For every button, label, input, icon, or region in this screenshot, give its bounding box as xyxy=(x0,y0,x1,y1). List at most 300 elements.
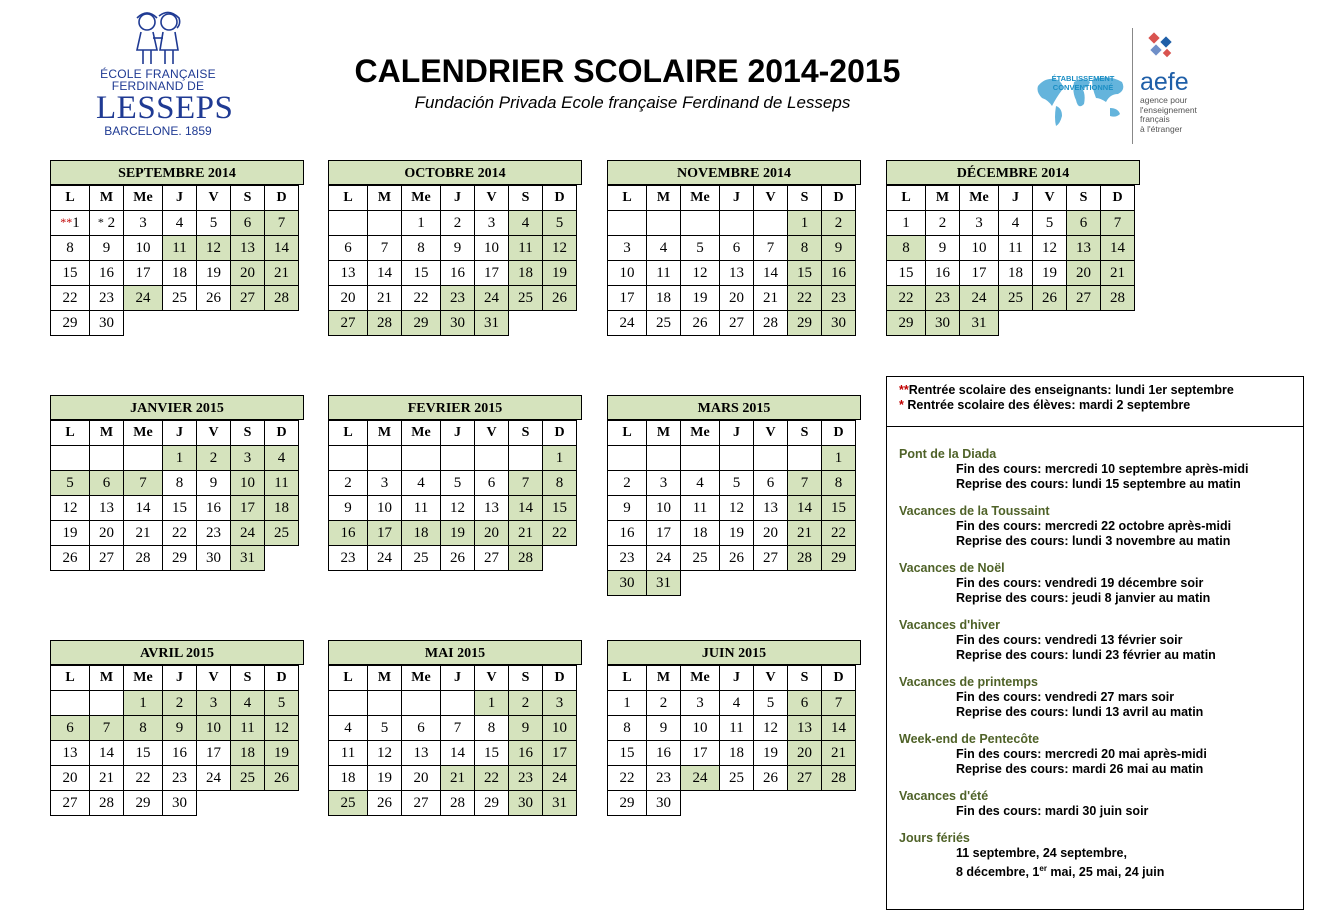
day-cell xyxy=(788,471,822,496)
day-number: 6 xyxy=(800,694,809,711)
day-number: 6 xyxy=(66,719,74,736)
logo-line-4: BARCELONE. 1859 xyxy=(104,124,212,138)
day-cell xyxy=(681,691,720,716)
weekday-header: M xyxy=(647,666,681,691)
day-number: 21 xyxy=(377,289,392,306)
empty-cell xyxy=(720,791,754,816)
day-cell xyxy=(720,546,754,571)
legend-section-line: Fin des cours: mardi 30 juin soir xyxy=(956,804,1149,818)
day-cell xyxy=(1101,261,1135,286)
day-cell xyxy=(329,741,368,766)
day-cell xyxy=(543,766,577,791)
month-title: OCTOBRE 2014 xyxy=(328,160,582,185)
weekday-header: J xyxy=(999,186,1033,211)
day-cell xyxy=(163,236,197,261)
empty-cell xyxy=(1033,311,1067,336)
day-number: 15 xyxy=(898,264,914,281)
day-cell xyxy=(231,741,265,766)
page-subtitle: Fundación Privada Ecole française Ferdinand de Lesseps xyxy=(414,93,851,112)
weekday-header: J xyxy=(163,186,197,211)
day-number: 15 xyxy=(62,264,78,281)
day-cell xyxy=(90,741,124,766)
day-cell xyxy=(475,691,509,716)
empty-cell xyxy=(509,446,543,471)
day-number: 9 xyxy=(938,239,947,256)
legend-section xyxy=(899,504,1303,549)
day-cell xyxy=(475,471,509,496)
legend-section-title: Week-end de Pentecôte xyxy=(899,732,1040,746)
day-cell xyxy=(509,546,543,571)
empty-cell xyxy=(509,311,543,336)
empty-cell xyxy=(543,311,577,336)
day-number: 2 xyxy=(659,694,668,711)
weekday-header: V xyxy=(754,186,788,211)
legend-feries xyxy=(899,831,1303,880)
day-cell xyxy=(231,286,265,311)
empty-cell xyxy=(754,211,788,236)
day-cell xyxy=(608,261,647,286)
day-number: 11 xyxy=(240,719,255,736)
day-number: 27 xyxy=(484,549,499,566)
legend-students: Rentrée scolaire des élèves: mardi 2 septembre xyxy=(907,398,1191,412)
day-cell xyxy=(265,286,299,311)
day-cell xyxy=(926,236,960,261)
day-number: 14 xyxy=(518,499,533,516)
day-cell xyxy=(197,236,231,261)
weekday-header: L xyxy=(608,186,647,211)
aefe-tag-line-1: agence pour xyxy=(1140,95,1188,105)
day-cell xyxy=(90,261,124,286)
day-number: 5 xyxy=(453,474,462,491)
day-number: 16 xyxy=(450,264,465,281)
day-cell xyxy=(647,571,681,596)
logo-line-2: FERDINAND DE xyxy=(111,79,205,93)
day-number: 1 xyxy=(72,214,80,231)
day-cell xyxy=(822,716,856,741)
day-number: 19 xyxy=(206,264,221,281)
day-cell xyxy=(51,471,90,496)
day-cell xyxy=(231,766,265,791)
day-number: 21 xyxy=(450,769,465,786)
weekday-header: Me xyxy=(124,666,163,691)
day-cell xyxy=(475,311,509,336)
aefe-tag-line-2: l'enseignement xyxy=(1140,104,1197,115)
day-cell xyxy=(509,286,543,311)
day-cell xyxy=(441,311,475,336)
day-cell xyxy=(509,471,543,496)
day-cell xyxy=(1101,286,1135,311)
day-number: 5 xyxy=(766,694,775,711)
day-cell xyxy=(402,521,441,546)
day-number: 4 xyxy=(175,214,184,231)
month-title: MAI 2015 xyxy=(328,640,582,665)
month-table xyxy=(607,420,856,596)
day-number: 25 xyxy=(340,794,356,811)
weekday-header: V xyxy=(754,421,788,446)
weekday-header: Me xyxy=(681,186,720,211)
day-cell xyxy=(402,741,441,766)
day-cell xyxy=(788,546,822,571)
day-number: 18 xyxy=(1008,264,1023,281)
day-cell xyxy=(51,211,90,236)
day-number: 30 xyxy=(935,314,950,331)
day-cell xyxy=(647,471,681,496)
day-number: 15 xyxy=(619,744,635,761)
day-number: 3 xyxy=(487,214,496,231)
day-cell xyxy=(329,236,368,261)
day-number: 21 xyxy=(831,744,846,761)
day-cell xyxy=(265,521,299,546)
day-number: 25 xyxy=(240,769,255,786)
day-number: 20 xyxy=(484,524,499,541)
weekday-header: V xyxy=(1033,186,1067,211)
weekday-header: Me xyxy=(681,421,720,446)
day-cell xyxy=(441,496,475,521)
weekday-header: M xyxy=(90,186,124,211)
day-number: 18 xyxy=(413,524,429,541)
day-number: 23 xyxy=(99,289,114,306)
day-cell xyxy=(475,791,509,816)
legend-section xyxy=(899,789,1303,819)
legend-section-title: Vacances de la Toussaint xyxy=(899,504,1050,518)
day-number: 10 xyxy=(552,719,567,736)
empty-cell xyxy=(788,446,822,471)
month-title: SEPTEMBRE 2014 xyxy=(50,160,304,185)
weekday-header: Me xyxy=(124,421,163,446)
weekday-header: J xyxy=(163,666,197,691)
day-cell xyxy=(788,741,822,766)
legend-section-title: Vacances de Noël xyxy=(899,561,1005,575)
day-cell xyxy=(163,261,197,286)
day-cell xyxy=(368,311,402,336)
day-number: 21 xyxy=(518,524,533,541)
day-number: 23 xyxy=(206,524,221,541)
day-number: 30 xyxy=(99,314,114,331)
day-cell xyxy=(90,236,124,261)
day-cell xyxy=(754,521,788,546)
empty-cell xyxy=(1101,311,1135,336)
day-number: 14 xyxy=(1110,239,1125,256)
day-cell xyxy=(822,261,856,286)
day-number: 22 xyxy=(135,769,151,786)
day-cell xyxy=(754,546,788,571)
day-number: 18 xyxy=(692,524,708,541)
day-number: 31 xyxy=(971,314,987,331)
day-cell xyxy=(822,446,856,471)
day-cell xyxy=(329,546,368,571)
weekday-header: S xyxy=(231,421,265,446)
day-number: 22 xyxy=(62,289,78,306)
day-number: 24 xyxy=(971,289,987,306)
day-number: 8 xyxy=(487,719,496,736)
empty-cell xyxy=(754,791,788,816)
day-number: 17 xyxy=(135,264,151,281)
empty-cell xyxy=(754,446,788,471)
day-cell xyxy=(231,261,265,286)
day-cell xyxy=(265,766,299,791)
day-cell xyxy=(51,521,90,546)
day-number: 14 xyxy=(797,499,812,516)
weekday-header: L xyxy=(329,186,368,211)
day-cell xyxy=(647,286,681,311)
day-cell xyxy=(926,311,960,336)
legend-section xyxy=(899,618,1303,663)
day-number: 6 xyxy=(417,719,425,736)
day-cell xyxy=(681,496,720,521)
weekday-header: V xyxy=(475,666,509,691)
weekday-header: Me xyxy=(124,186,163,211)
day-number: 16 xyxy=(935,264,950,281)
day-cell xyxy=(720,236,754,261)
day-number: 2 xyxy=(521,694,530,711)
weekday-header: V xyxy=(754,666,788,691)
day-cell xyxy=(509,766,543,791)
weekday-header: D xyxy=(265,666,299,691)
day-cell xyxy=(329,286,368,311)
day-number: 19 xyxy=(692,289,708,306)
day-cell xyxy=(754,236,788,261)
day-cell xyxy=(368,286,402,311)
day-cell xyxy=(231,546,265,571)
day-cell xyxy=(1033,286,1067,311)
day-number: 21 xyxy=(274,264,289,281)
day-cell xyxy=(197,691,231,716)
day-cell xyxy=(960,236,999,261)
day-number: 23 xyxy=(340,549,356,566)
day-number: 30 xyxy=(206,549,221,566)
day-number: 3 xyxy=(555,694,564,711)
day-cell xyxy=(197,496,231,521)
day-number: 4 xyxy=(344,719,352,736)
day-number: 29 xyxy=(62,314,78,331)
day-cell xyxy=(265,261,299,286)
day-number: 10 xyxy=(971,239,987,256)
empty-cell xyxy=(329,691,368,716)
weekday-header: M xyxy=(368,186,402,211)
day-number: 17 xyxy=(377,524,392,541)
day-cell xyxy=(720,716,754,741)
month-calendar xyxy=(328,160,582,336)
day-cell xyxy=(754,716,788,741)
day-number: 5 xyxy=(277,694,286,711)
day-number: 1 xyxy=(139,694,147,711)
aefe-tagline xyxy=(1140,96,1220,134)
day-number: 19 xyxy=(450,524,465,541)
day-cell xyxy=(647,236,681,261)
day-cell xyxy=(887,211,926,236)
day-cell xyxy=(822,236,856,261)
empty-cell xyxy=(788,791,822,816)
empty-cell xyxy=(822,791,856,816)
day-cell xyxy=(543,261,577,286)
double-asterisk-icon: ** xyxy=(899,383,909,397)
day-number: 17 xyxy=(656,524,671,541)
day-cell xyxy=(720,261,754,286)
day-cell xyxy=(1033,211,1067,236)
day-number: 5 xyxy=(732,474,741,491)
day-cell xyxy=(402,311,441,336)
day-number: 14 xyxy=(450,744,465,761)
day-cell xyxy=(754,471,788,496)
month-title: JUIN 2015 xyxy=(607,640,861,665)
weekday-header: L xyxy=(51,186,90,211)
weekday-header: J xyxy=(441,186,475,211)
day-cell xyxy=(329,261,368,286)
day-number: 12 xyxy=(206,239,221,256)
legend-section-line: Reprise des cours: mardi 26 mai au matin xyxy=(956,762,1204,776)
day-number: 11 xyxy=(1008,239,1023,256)
day-number: 3 xyxy=(243,449,252,466)
day-cell xyxy=(441,716,475,741)
empty-cell xyxy=(681,446,720,471)
legend-teachers-line xyxy=(899,383,1303,398)
day-number: 17 xyxy=(206,744,221,761)
day-cell xyxy=(90,716,124,741)
day-cell xyxy=(402,261,441,286)
day-cell xyxy=(754,741,788,766)
day-number: 21 xyxy=(763,289,778,306)
empty-cell xyxy=(124,446,163,471)
weekday-header: M xyxy=(368,421,402,446)
legend-section xyxy=(899,732,1303,777)
day-cell xyxy=(681,236,720,261)
day-cell xyxy=(509,261,543,286)
empty-cell xyxy=(788,571,822,596)
day-cell xyxy=(265,471,299,496)
day-cell xyxy=(163,546,197,571)
day-number: 2 xyxy=(938,214,947,231)
day-cell xyxy=(265,446,299,471)
day-number: 29 xyxy=(797,314,812,331)
day-number: 25 xyxy=(729,769,744,786)
day-number: 10 xyxy=(619,264,635,281)
legend-section-title: Pont de la Diada xyxy=(899,447,997,461)
day-number: 27 xyxy=(340,314,356,331)
empty-cell xyxy=(720,446,754,471)
day-cell xyxy=(1101,236,1135,261)
weekday-header: S xyxy=(788,666,822,691)
day-cell xyxy=(960,286,999,311)
weekday-header: M xyxy=(368,666,402,691)
day-number: 3 xyxy=(139,214,147,231)
day-number: 25 xyxy=(1008,289,1023,306)
day-number: 11 xyxy=(692,499,708,516)
day-cell xyxy=(51,791,90,816)
day-cell xyxy=(51,236,90,261)
day-number: 7 xyxy=(139,474,147,491)
day-cell xyxy=(1033,261,1067,286)
weekday-header: S xyxy=(788,421,822,446)
empty-cell xyxy=(754,571,788,596)
day-number: 6 xyxy=(766,474,775,491)
month-title: NOVEMBRE 2014 xyxy=(607,160,861,185)
day-number: 8 xyxy=(175,474,184,491)
day-number: 7 xyxy=(521,474,530,491)
legend-section-line: Fin des cours: vendredi 27 mars soir xyxy=(956,690,1175,704)
day-cell xyxy=(163,741,197,766)
day-cell xyxy=(329,521,368,546)
day-cell xyxy=(543,211,577,236)
day-number: 13 xyxy=(763,499,778,516)
month-calendar xyxy=(607,160,861,336)
day-number: 23 xyxy=(935,289,950,306)
legend-section-title: Vacances d'été xyxy=(899,789,989,803)
weekday-header: L xyxy=(51,421,90,446)
weekday-header: S xyxy=(509,666,543,691)
day-cell xyxy=(197,286,231,311)
day-cell xyxy=(475,521,509,546)
legend-section-line: Reprise des cours: lundi 23 février au matin xyxy=(956,648,1216,662)
day-cell xyxy=(197,446,231,471)
day-number: 24 xyxy=(206,769,221,786)
day-number: 26 xyxy=(552,289,567,306)
day-number: 5 xyxy=(1045,214,1054,231)
day-cell xyxy=(124,546,163,571)
day-number: 20 xyxy=(240,264,255,281)
day-cell xyxy=(720,741,754,766)
day-cell xyxy=(608,766,647,791)
day-number: 6 xyxy=(1079,214,1088,231)
weekday-header: L xyxy=(608,666,647,691)
day-cell xyxy=(822,471,856,496)
day-number: 15 xyxy=(552,499,567,516)
legend-students-line xyxy=(899,398,1303,413)
day-number: 22 xyxy=(413,289,429,306)
day-number: 15 xyxy=(135,744,151,761)
month-title: MARS 2015 xyxy=(607,395,861,420)
day-cell xyxy=(90,496,124,521)
weekday-header: Me xyxy=(402,666,441,691)
weekday-header: M xyxy=(647,421,681,446)
day-number: 24 xyxy=(692,769,708,786)
day-number: 21 xyxy=(99,769,114,786)
day-number: 18 xyxy=(240,744,255,761)
day-cell xyxy=(822,741,856,766)
day-number: 9 xyxy=(453,239,462,256)
day-number: 9 xyxy=(834,239,843,256)
day-cell xyxy=(754,496,788,521)
weekday-header: J xyxy=(163,421,197,446)
day-cell xyxy=(822,211,856,236)
month-table xyxy=(886,185,1135,336)
empty-cell xyxy=(441,691,475,716)
day-number: 28 xyxy=(274,289,289,306)
day-number: 8 xyxy=(66,239,74,256)
day-number: 23 xyxy=(450,289,465,306)
month-table xyxy=(607,185,856,336)
day-cell xyxy=(368,261,402,286)
day-cell xyxy=(90,311,124,336)
month-title: AVRIL 2015 xyxy=(50,640,304,665)
day-number: 31 xyxy=(656,574,671,591)
day-number: 28 xyxy=(797,549,812,566)
month-title: FEVRIER 2015 xyxy=(328,395,582,420)
empty-cell xyxy=(368,446,402,471)
feries-title: Jours fériés xyxy=(899,831,970,845)
day-number: 28 xyxy=(763,314,778,331)
day-number: 3 xyxy=(975,214,983,231)
day-cell xyxy=(1101,211,1135,236)
day-number: 29 xyxy=(484,794,499,811)
legend-box xyxy=(886,376,1304,910)
day-cell xyxy=(720,496,754,521)
empty-cell xyxy=(475,446,509,471)
day-number: 16 xyxy=(340,524,356,541)
day-cell xyxy=(441,286,475,311)
day-cell xyxy=(1033,236,1067,261)
day-number: 9 xyxy=(521,719,530,736)
day-cell xyxy=(608,791,647,816)
